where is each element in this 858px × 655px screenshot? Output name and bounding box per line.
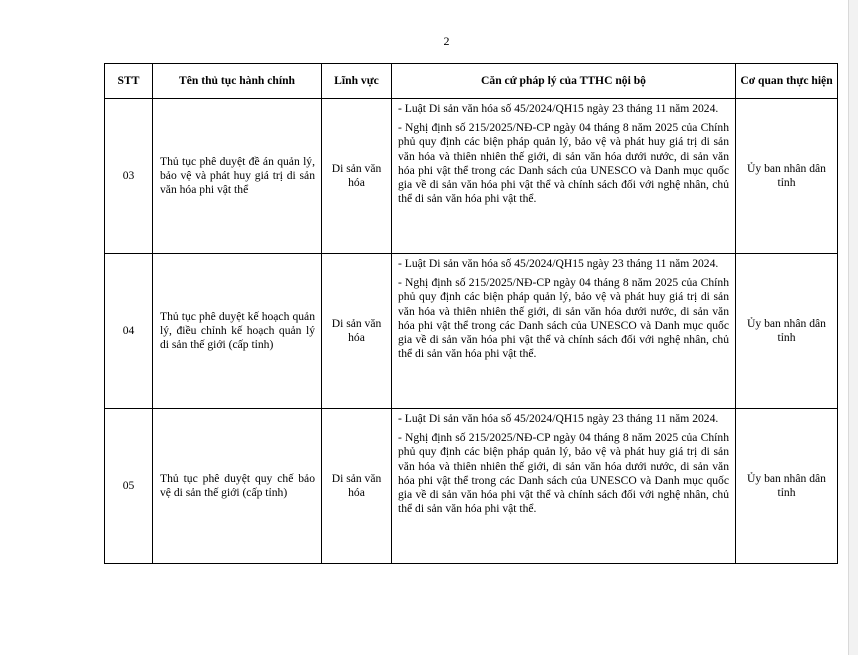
cell-field: Di sản văn hóa: [322, 409, 392, 564]
cell-field: Di sản văn hóa: [322, 99, 392, 254]
cell-procedure-name: Thủ tục phê duyệt quy chế bảo vệ di sản thế giới (cấp tỉnh): [153, 409, 322, 564]
cell-agency: Ủy ban nhân dân tỉnh: [736, 254, 838, 409]
cell-agency: Ủy ban nhân dân tỉnh: [736, 409, 838, 564]
procedures-table: [104, 63, 838, 564]
legal-basis-decree: - Nghị định số 215/2025/NĐ-CP ngày 04 tháng 8 năm 2025 của Chính phủ quy định các biện pháp quản lý, bảo vệ và phát huy giá trị di sản văn hóa và thiên nhiên thế giới, di sản văn hóa dưới nước, di sản văn hóa phi vật thể trong các Danh sách của UNESCO và Danh mục quốc gia về di sản văn hóa phi vật thể và chính sách đối với nghệ nhân, chủ thể di sản văn hóa phi vật thể.: [398, 121, 729, 206]
table-row: [105, 99, 838, 254]
cell-procedure-name: Thủ tục phê duyệt kế hoạch quản lý, điều chỉnh kế hoạch quản lý di sản thế giới (cấp tỉnh): [153, 254, 322, 409]
legal-basis-law: - Luật Di sản văn hóa số 45/2024/QH15 ngày 23 tháng 11 năm 2024.: [398, 102, 719, 115]
table-header-row: [105, 64, 838, 99]
cell-legal-basis: [392, 99, 736, 254]
cell-stt: 04: [105, 254, 153, 409]
cell-stt: 05: [105, 409, 153, 564]
header-legal-basis: Căn cứ pháp lý của TTHC nội bộ: [392, 64, 736, 99]
cell-agency: Ủy ban nhân dân tỉnh: [736, 99, 838, 254]
page-number: 2: [443, 34, 450, 48]
cell-stt: 03: [105, 99, 153, 254]
cell-procedure-name: Thủ tục phê duyệt đề án quản lý, bảo vệ và phát huy giá trị di sản văn hóa phi vật thể: [153, 99, 322, 254]
legal-basis-law: - Luật Di sản văn hóa số 45/2024/QH15 ngày 23 tháng 11 năm 2024.: [398, 412, 719, 425]
cell-legal-basis: [392, 409, 736, 564]
table-row: [105, 409, 838, 564]
legal-basis-decree: - Nghị định số 215/2025/NĐ-CP ngày 04 tháng 8 năm 2025 của Chính phủ quy định các biện pháp quản lý, bảo vệ và phát huy giá trị di sản văn hóa và thiên nhiên thế giới, di sản văn hóa dưới nước, di sản văn hóa phi vật thể trong các Danh sách của UNESCO và Danh mục quốc gia về di sản văn hóa phi vật thể và chính sách đối với nghệ nhân, chủ thể di sản văn hóa phi vật thể.: [398, 431, 729, 516]
header-field: Lĩnh vực: [322, 64, 392, 99]
header-stt: STT: [105, 64, 153, 99]
header-procedure-name: Tên thủ tục hành chính: [153, 64, 322, 99]
table-row: [105, 254, 838, 409]
legal-basis-decree: - Nghị định số 215/2025/NĐ-CP ngày 04 tháng 8 năm 2025 của Chính phủ quy định các biện pháp quản lý, bảo vệ và phát huy giá trị di sản văn hóa và thiên nhiên thế giới, di sản văn hóa dưới nước, di sản văn hóa phi vật thể trong các Danh sách của UNESCO và Danh mục quốc gia về di sản văn hóa phi vật thể và chính sách đối với nghệ nhân, chủ thể di sản văn hóa phi vật thể.: [398, 276, 729, 361]
cell-legal-basis: [392, 254, 736, 409]
header-agency: Cơ quan thực hiện: [736, 64, 838, 99]
legal-basis-law: - Luật Di sản văn hóa số 45/2024/QH15 ngày 23 tháng 11 năm 2024.: [398, 257, 719, 270]
cell-field: Di sản văn hóa: [322, 254, 392, 409]
